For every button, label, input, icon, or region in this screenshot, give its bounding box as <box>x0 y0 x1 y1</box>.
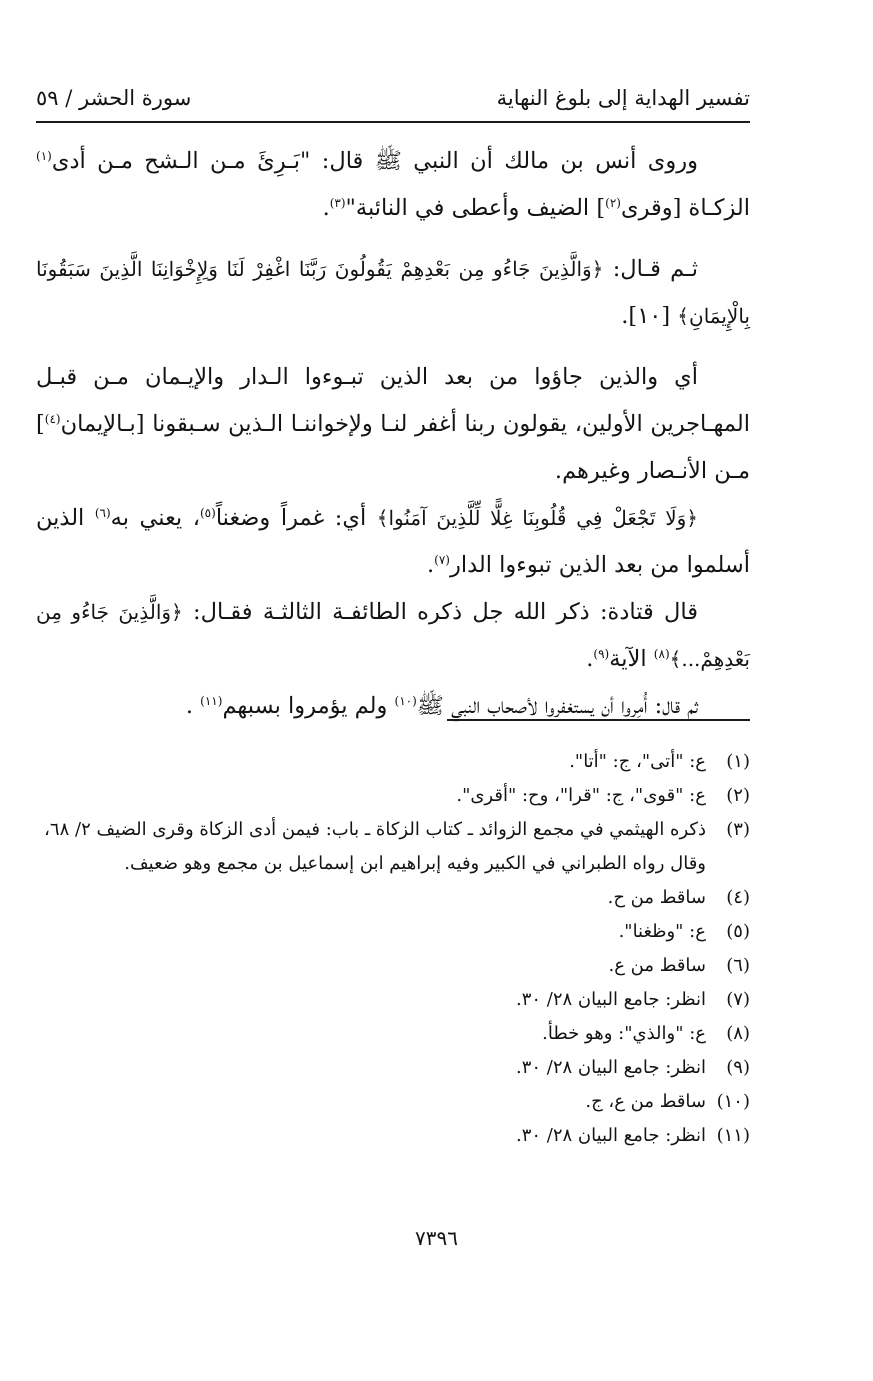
footnote-ref: (٥) <box>199 506 216 520</box>
footnote-text: ساقط من ع. <box>608 955 706 976</box>
paragraph: قال قتادة: ذكر الله جل ذكره الطائفـة الثالثـة فقـال: ﴿وَالَّذِينَ جَاءُو مِن بَعْدِهِمْ...﴾$^{(٨)}$ الآية$^{(٩)}$. <box>36 599 750 672</box>
paragraph: أي والذين جاؤوا من بعد الذين تبـوءوا الـدار والإيـمان مـن قبـل المهـاجرين الأولين، يقولون ربنا أغفر لنـا ولإخواننـا الـذين سـبقونا [بـالإيمان$^{(٤)}$] مـن الأنـصار وغيرهم. <box>36 364 750 484</box>
book-title: تفسير الهداية إلى بلوغ النهاية <box>496 86 750 110</box>
page-number: ٧٣٩٦ <box>415 1226 458 1250</box>
footnote-ref: (٧) <box>434 553 450 567</box>
footnote-number: (٢) <box>726 785 750 806</box>
footnote <box>36 779 750 813</box>
footnote-text: ساقط من ع، ج. <box>585 1091 706 1112</box>
footnote-number: (٣) <box>726 819 750 840</box>
footnote-text: انظر: جامع البيان ٢٨/ ٣٠. <box>515 1125 706 1146</box>
footnote-ref: (٨) <box>653 647 670 661</box>
footnote-text: ع: "وظغنا". <box>618 921 706 942</box>
quran-verse: ﴿وَالَّذِينَ جَاءُو مِن بَعْدِهِمْ يَقُولُونَ رَبَّنَا اغْفِرْ لَنَا وَلِإِخْوَانِنَا الَّذِينَ سَبَقُونَا بِالْإِيمَانِ﴾ <box>36 257 750 328</box>
footnote <box>36 813 750 881</box>
footnote-number: (٦) <box>726 955 750 976</box>
footnote-number: (١٠) <box>716 1091 750 1112</box>
surah-page-label: سورة الحشر / ٥٩ <box>36 86 192 110</box>
footnote-ref: (٦) <box>94 506 111 520</box>
footnote <box>36 1085 750 1119</box>
footnote <box>36 1119 750 1153</box>
footnote-ref: (١٠) <box>394 694 417 708</box>
footnote-text: ساقط من ح. <box>607 887 706 908</box>
footnote-ref: (١١) <box>200 694 223 708</box>
footnote-separator <box>447 719 750 721</box>
footnotes <box>36 745 750 1153</box>
footnote-number: (٩) <box>726 1057 750 1078</box>
paragraph: وروى أنس بن مالك أن النبي ﷺ قال: "بَـرِئَ مـن الـشح مـن أدى$^{(١)}$ الزكـاة [وقرى$^{(٢)}$] الضيف وأعطى في النائبة"$^{(٣)}$. <box>36 148 750 221</box>
footnote-text: ذكره الهيثمي في مجمع الزوائد ـ كتاب الزكاة ـ باب: فيمن أدى الزكاة وقرى الضيف ٢/ ٦٨، وقال رواه الطبراني في الكبير وفيه إبراهيم ابن إسماعيل بن مجمع وهو ضعيف. <box>44 819 706 874</box>
footnote-number: (٤) <box>726 887 750 908</box>
footnote <box>36 1051 750 1085</box>
footnote-ref: (٩) <box>593 647 610 661</box>
footnote-number: (١) <box>726 751 750 772</box>
main-text <box>36 138 750 730</box>
footnote <box>36 983 750 1017</box>
footnote-text: انظر: جامع البيان ٢٨/ ٣٠. <box>515 1057 706 1078</box>
footnote-text: ع: "أتى"، ج: "أتا". <box>569 751 706 772</box>
footnote <box>36 881 750 915</box>
footnote <box>36 949 750 983</box>
quran-verse: ﴿وَلَا تَجْعَلْ فِي قُلُوبِنَا غِلًّا لِّلَّذِينَ آمَنُوا﴾ <box>376 506 698 530</box>
paragraph: ثم قال: أُمِروا أن يستغفروا لأصحاب النبي ﷺ$^{(١٠)}$ ولم يؤمروا بسبهم$^{(١١)}$ . <box>185 693 698 719</box>
footnote-ref: (٣) <box>329 196 346 210</box>
footnote <box>36 1017 750 1051</box>
footnote-ref: (٤) <box>44 412 61 426</box>
footnote-text: ع: "والذي": وهو خطأ. <box>542 1023 706 1044</box>
footnote-text: انظر: جامع البيان ٢٨/ ٣٠. <box>515 989 706 1010</box>
paragraph: ثـم قـال: ﴿وَالَّذِينَ جَاءُو مِن بَعْدِهِمْ يَقُولُونَ رَبَّنَا اغْفِرْ لَنَا وَلِإِخْوَانِنَا الَّذِينَ سَبَقُونَا بِالْإِيمَانِ﴾ [١٠]. <box>36 256 750 329</box>
footnote-text: ع: "قوى"، ج: "قرا"، وح: "أقرى". <box>456 785 706 806</box>
footnote-number: (١١) <box>716 1125 750 1146</box>
footnote-number: (٥) <box>726 921 750 942</box>
paragraph: ﴿وَلَا تَجْعَلْ فِي قُلُوبِنَا غِلًّا لِّلَّذِينَ آمَنُوا﴾ أي: غمراً وضغناً$^{(٥)}$، يعني به$^{(٦)}$ الذين أسلموا من بعد الذين تبوءوا الدار$^{(٧)}$. <box>36 505 750 578</box>
footnote-number: (٧) <box>726 989 750 1010</box>
footnote <box>36 915 750 949</box>
footnote-ref: (١) <box>36 149 52 163</box>
footnote-number: (٨) <box>726 1023 750 1044</box>
footnote <box>36 745 750 779</box>
quran-verse: ﴿وَالَّذِينَ جَاءُو مِن بَعْدِهِمْ...﴾ <box>36 600 750 671</box>
header-rule <box>36 121 750 123</box>
footnote-ref: (٢) <box>605 196 621 210</box>
running-header <box>36 80 750 116</box>
